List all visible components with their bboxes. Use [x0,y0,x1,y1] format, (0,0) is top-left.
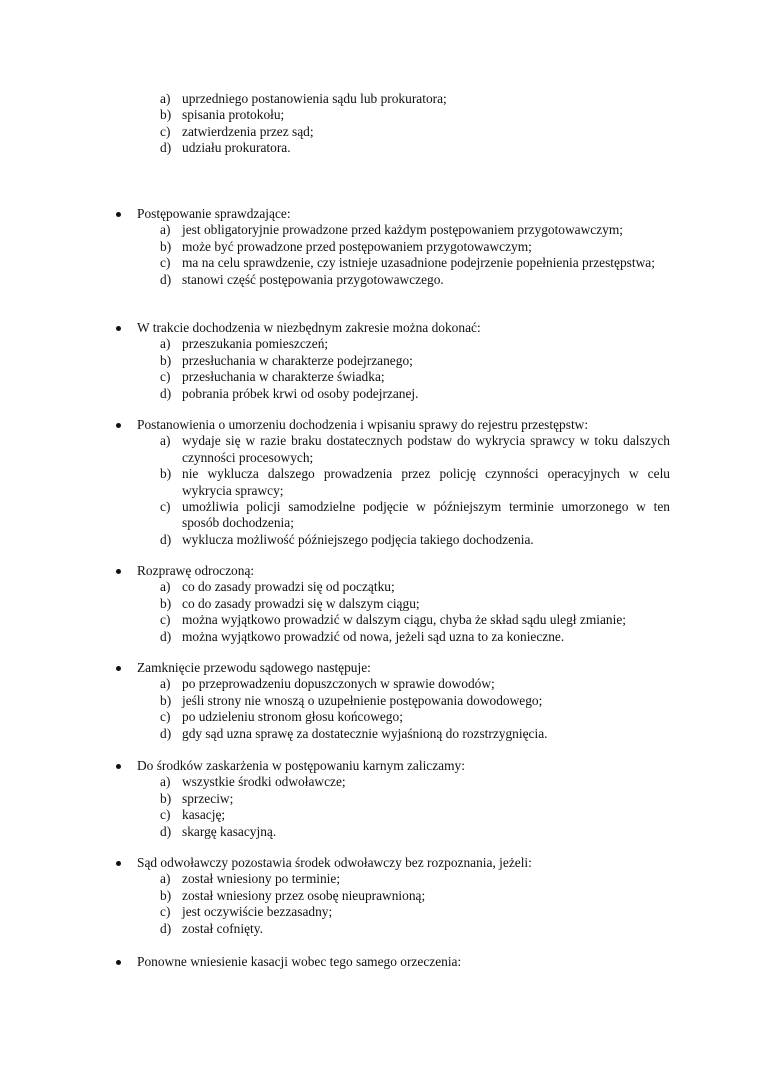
option-text: stanowi część postępowania przygotowawczego. [182,271,444,287]
question-heading [113,563,670,579]
question-heading [113,320,670,336]
option-d [160,386,670,402]
option-label: c) [160,612,171,628]
option-text: może być prowadzone przed postępowaniem przygotowawczym; [182,238,532,254]
bullet-icon [116,326,121,331]
option-b [160,888,670,904]
option-c [160,807,670,823]
option-label: b) [160,790,172,806]
option-d [160,629,670,645]
option-a [160,676,670,692]
bullet-icon [116,423,121,428]
option-text: po przeprowadzeniu dopuszczonych w sprawie dowodów; [182,676,495,692]
option-text: został wniesiony po terminie; [182,871,341,887]
question-text: Postanowienia o umorzeniu dochodzenia i wpisaniu sprawy do rejestru przestępstw: [137,417,589,432]
bullet-icon [116,960,121,965]
option-text: gdy sąd uzna sprawę za dostatecznie wyjaśnioną do rozstrzygnięcia. [182,725,548,741]
option-text: umożliwia policji samodzielne podjęcie w późniejszym terminie umorzonego w ten sposób dochodzenia; [182,499,670,531]
option-label: a) [160,91,171,106]
question-text: Zamknięcie przewodu sądowego następuje: [137,660,371,675]
option-label: a) [160,336,171,352]
option-b [160,466,670,499]
options-list [160,774,670,840]
question-heading [113,417,670,433]
bullet-icon [116,212,121,217]
option-c [160,369,670,385]
question-7 [113,855,670,937]
question-1 [113,206,670,288]
option-a [160,336,670,352]
option-d [160,532,670,548]
option-label: a) [160,433,171,449]
option-text: udziału prokuratora. [182,140,291,156]
question-5 [113,660,670,742]
option-text: przesłuchania w charakterze świadka; [182,369,385,385]
option-a [160,222,670,238]
option-a [160,579,670,595]
option-label: b) [160,692,172,708]
lead-option-a [160,91,670,107]
option-text: został wniesiony przez osobę nieuprawnioną; [182,887,426,903]
option-text: wydaje się w razie braku dostatecznych podstaw do wykrycia sprawcy w toku dalszych czynności procesowych; [182,433,670,465]
option-d [160,272,670,288]
option-label: d) [160,628,172,644]
options-list [160,222,670,288]
option-label: b) [160,238,172,254]
option-label: c) [160,123,171,139]
option-label: a) [160,579,171,595]
bullet-icon [116,861,121,866]
option-text: co do zasady prowadzi się od początku; [182,579,395,595]
option-text: przeszukania pomieszczeń; [182,336,329,352]
option-label: d) [160,531,172,547]
option-c [160,612,670,628]
question-heading [113,954,670,970]
option-label: c) [160,255,171,271]
options-list [160,676,670,742]
option-a [160,774,670,790]
option-text: wyklucza możliwość późniejszego podjęcia takiego dochodzenia. [182,531,534,547]
option-text: kasację; [182,807,226,823]
option-label: c) [160,369,171,385]
question-text: Sąd odwoławczy pozostawia środek odwoławczy bez rozpoznania, jeżeli: [137,855,532,870]
option-text: zatwierdzenia przez sąd; [182,123,314,139]
option-label: c) [160,709,171,725]
option-d [160,726,670,742]
option-label: d) [160,385,172,401]
options-list [160,433,670,548]
lead-option-b [160,107,670,123]
question-heading [113,660,670,676]
question-2 [113,320,670,402]
options-list [160,336,670,402]
lead-option-c [160,124,670,140]
option-label: c) [160,807,171,823]
option-c [160,499,670,532]
option-text: pobrania próbek krwi od osoby podejrzanej. [182,385,419,401]
question-8 [113,954,670,970]
question-text: Postępowanie sprawdzające: [137,206,291,221]
option-text: ma na celu sprawdzenie, czy istnieje uzasadnione podejrzenie popełnienia przestępstwa; [182,255,655,271]
option-b [160,239,670,255]
option-text: jest obligatoryjnie prowadzone przed każdym postępowaniem przygotowawczym; [182,222,624,238]
option-d [160,921,670,937]
question-heading [113,855,670,871]
option-label: c) [160,499,171,515]
option-text: co do zasady prowadzi się w dalszym ciągu; [182,595,420,611]
question-text: Do środków zaskarżenia w postępowaniu karnym zaliczamy: [137,758,465,773]
option-label: b) [160,887,172,903]
option-b [160,791,670,807]
option-label: c) [160,904,171,920]
option-text: przesłuchania w charakterze podejrzanego; [182,352,413,368]
option-d [160,824,670,840]
option-label: a) [160,222,171,238]
option-text: można wyjątkowo prowadzić od nowa, jeżeli sąd uzna to za konieczne. [182,628,565,644]
option-label: d) [160,920,172,936]
option-label: a) [160,871,171,887]
option-c [160,255,670,271]
question-3 [113,417,670,548]
question-heading [113,758,670,774]
option-label: d) [160,823,172,839]
option-text: uprzedniego postanowienia sądu lub prokuratora; [182,91,447,106]
option-text: można wyjątkowo prowadzić w dalszym ciągu, chyba że skład sądu uległ zmianie; [182,612,626,628]
option-a [160,433,670,466]
option-label: b) [160,466,172,482]
option-label: b) [160,595,172,611]
options-list [160,871,670,937]
question-6 [113,758,670,840]
option-label: d) [160,725,172,741]
option-text: jeśli strony nie wnoszą o uzupełnienie postępowania dowodowego; [182,692,543,708]
option-text: jest oczywiście bezzasadny; [182,904,333,920]
option-c [160,904,670,920]
option-text: po udzieleniu stronom głosu końcowego; [182,709,403,725]
option-label: a) [160,676,171,692]
option-c [160,709,670,725]
option-b [160,693,670,709]
option-text: skargę kasacyjną. [182,823,277,839]
options-list [160,579,670,645]
option-text: wszystkie środki odwoławcze; [182,774,346,790]
option-b [160,353,670,369]
option-b [160,596,670,612]
question-text: Rozprawę odroczoną: [137,563,255,578]
question-4 [113,563,670,645]
option-a [160,871,670,887]
bullet-icon [116,764,121,769]
question-text: W trakcie dochodzenia w niezbędnym zakresie można dokonać: [137,320,481,335]
lead-option-d [160,140,670,156]
question-text: Ponowne wniesienie kasacji wobec tego samego orzeczenia: [137,954,462,969]
option-text: sprzeciw; [182,790,234,806]
lead-options-list [160,91,670,157]
option-label: b) [160,107,172,123]
option-text: spisania protokołu; [182,107,285,123]
bullet-icon [116,569,121,574]
option-label: d) [160,140,172,156]
question-heading [113,206,670,222]
option-label: b) [160,352,172,368]
option-label: a) [160,774,171,790]
option-text: został cofnięty. [182,920,263,936]
option-text: nie wyklucza dalszego prowadzenia przez policję czynności operacyjnych w celu wykrycia sprawcy; [182,466,670,498]
option-label: d) [160,271,172,287]
bullet-icon [116,666,121,671]
